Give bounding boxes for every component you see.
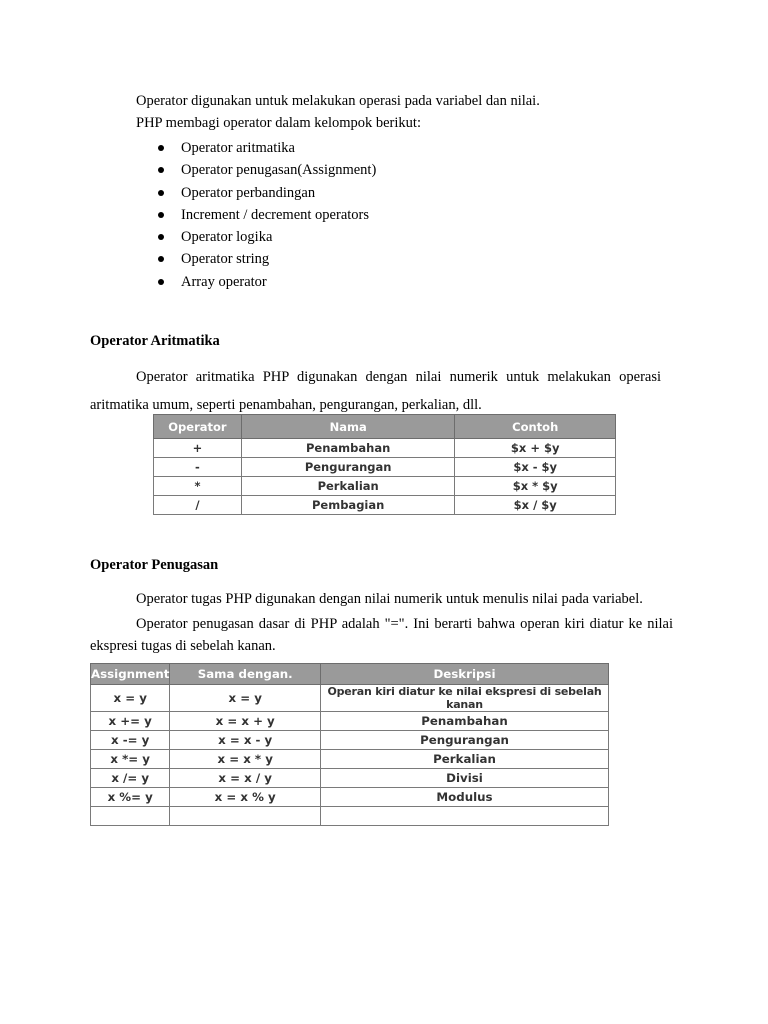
table-cell [321,807,609,826]
intro-line-2: PHP membagi operator dalam kelompok berikut: [136,115,421,131]
column-header: Sama dengan. [170,664,321,685]
table-row [91,685,609,712]
table-cell: x += y [91,712,170,731]
table-cell: x = y [170,685,321,712]
penugasan-paragraph-2 [90,613,673,657]
table-row [91,807,609,826]
table-row [91,731,609,750]
table-row [91,750,609,769]
table-cell: x = x % y [170,788,321,807]
assignment-operator-table [90,663,609,826]
column-header: Deskripsi [321,664,609,685]
table-cell: Penambahan [241,439,455,458]
table-row [91,769,609,788]
heading-aritmatika: Operator Aritmatika [90,333,220,349]
paragraph-line: aritmatika umum, seperti penambahan, pengurangan, perkalian, dll. [90,397,482,413]
table-cell: x = x - y [170,731,321,750]
list-item: Operator logika [156,226,376,248]
table-row [154,458,616,477]
operator-group-list [156,137,376,293]
table-cell: x = y [91,685,170,712]
column-header: Operator [154,415,242,439]
aritmatika-paragraph [90,366,661,416]
table-cell [91,807,170,826]
table-cell: * [154,477,242,496]
table-cell: $x * $y [455,477,616,496]
table-cell: / [154,496,242,515]
table-cell: Perkalian [321,750,609,769]
column-header: Contoh [455,415,616,439]
intro-line-1: Operator digunakan untuk melakukan operasi pada variabel dan nilai. [136,93,540,109]
table-cell: Perkalian [241,477,455,496]
table-cell: Modulus [321,788,609,807]
table-row [154,477,616,496]
table-row [91,788,609,807]
table-cell: Operan kiri diatur ke nilai ekspresi di sebelah kanan [321,685,609,712]
list-item: Operator perbandingan [156,182,376,204]
table-cell: + [154,439,242,458]
table-cell: x = x / y [170,769,321,788]
paragraph-line: Operator aritmatika PHP digunakan dengan nilai numerik untuk melakukan operasi [136,369,661,385]
table-cell: Penambahan [321,712,609,731]
list-item: Operator aritmatika [156,137,376,159]
table-cell: Pengurangan [241,458,455,477]
column-header: Assignment [91,664,170,685]
column-header: Nama [241,415,455,439]
paragraph-line: Operator penugasan dasar di PHP adalah "=". Ini berarti bahwa operan kiri diatur ke nilai [136,616,673,632]
table-row [154,439,616,458]
arithmetic-operator-table [153,414,616,515]
list-item: Array operator [156,271,376,293]
paragraph-line: ekspresi tugas di sebelah kanan. [90,638,276,654]
table-cell: x /= y [91,769,170,788]
list-item: Increment / decrement operators [156,204,376,226]
table-cell [170,807,321,826]
list-item: Operator penugasan(Assignment) [156,159,376,181]
table-cell: Pengurangan [321,731,609,750]
heading-penugasan: Operator Penugasan [90,557,219,573]
table-cell: x = x * y [170,750,321,769]
table-cell: $x + $y [455,439,616,458]
table-cell: x -= y [91,731,170,750]
table-cell: x *= y [91,750,170,769]
list-item: Operator string [156,248,376,270]
table-cell: x = x + y [170,712,321,731]
table-cell: $x - $y [455,458,616,477]
table-cell: $x / $y [455,496,616,515]
table-row [154,496,616,515]
table-cell: Divisi [321,769,609,788]
table-header-row [91,664,609,685]
table-header-row [154,415,616,439]
penugasan-paragraph-1: Operator tugas PHP digunakan dengan nilai numerik untuk menulis nilai pada variabel. [136,591,643,607]
table-cell: Pembagian [241,496,455,515]
table-row [91,712,609,731]
table-cell: x %= y [91,788,170,807]
table-cell: - [154,458,242,477]
